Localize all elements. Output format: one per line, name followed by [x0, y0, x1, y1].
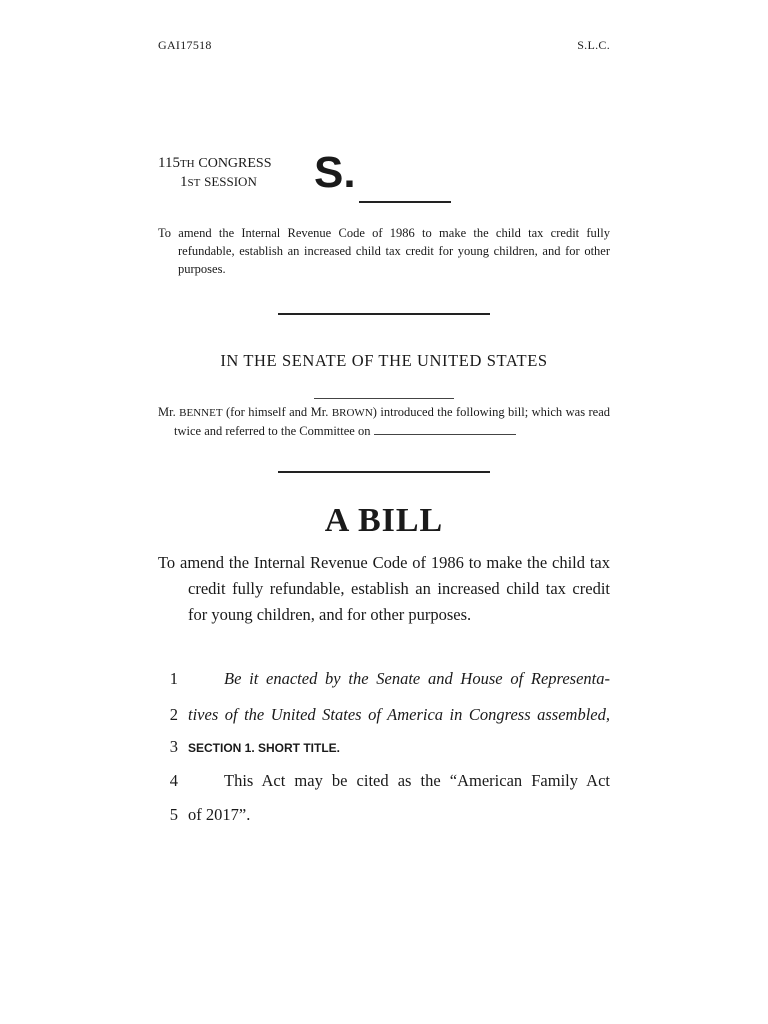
chamber-heading: IN THE SENATE OF THE UNITED STATES	[220, 351, 548, 370]
document-code: GAI17518	[158, 38, 212, 52]
cosponsor-name: BROWN	[331, 407, 373, 419]
session-line	[158, 173, 272, 192]
section-text-line-5: of 2017”.	[188, 805, 251, 824]
line-number: 2	[169, 705, 178, 724]
bill-number-blank	[359, 201, 451, 203]
bill-number: S.	[314, 148, 356, 197]
introduction-text	[158, 403, 610, 440]
session-suffix: ST	[187, 177, 201, 189]
short-title	[158, 224, 610, 278]
line-number: 3	[169, 737, 178, 756]
section-heading: SECTION 1. SHORT TITLE.	[188, 741, 341, 755]
short-title-text: To amend the Internal Revenue Code of 1986 to make the child tax credit fully refundable, establish an increased child tax credit for young children, and for other purposes.	[158, 226, 610, 276]
session-word: SESSION	[204, 174, 257, 189]
enacting-clause-line-1: Be it enacted by the Senate and House of Representa-	[224, 669, 610, 688]
bill-heading: A BILL	[324, 502, 444, 539]
intro-mr: Mr.	[158, 405, 176, 419]
divider-rule-top	[278, 313, 490, 315]
congress-number: 115	[158, 155, 180, 171]
enacting-clause-line-2: tives of the United States of America in Congress assembled,	[188, 705, 610, 724]
congress-word: CONGRESS	[198, 156, 272, 171]
long-title-text: To amend the Internal Revenue Code of 1986 to make the child tax credit fully refundable, establish an increased child tax credit for young children, and for other purposes.	[158, 553, 610, 624]
slc-label: S.L.C.	[577, 38, 610, 52]
line-number: 4	[169, 771, 178, 790]
intro-rest: ) introduced the following bill; which was read twice and referred to the Committee on	[174, 405, 611, 438]
congress-line	[158, 155, 272, 173]
long-title	[158, 550, 610, 628]
line-number: 5	[169, 805, 178, 824]
congress-suffix: TH	[179, 158, 195, 170]
divider-thin	[314, 398, 454, 399]
section-text-line-4: This Act may be cited as the “American Family Act	[224, 771, 610, 790]
committee-blank	[374, 424, 516, 435]
intro-mid: (for himself and Mr.	[226, 405, 329, 419]
congress-session-block	[158, 155, 272, 192]
introduction	[158, 403, 610, 440]
session-number: 1	[180, 174, 188, 190]
sponsor-name: BENNET	[179, 407, 223, 419]
divider-rule-bottom	[278, 471, 490, 473]
line-number: 1	[169, 669, 178, 688]
